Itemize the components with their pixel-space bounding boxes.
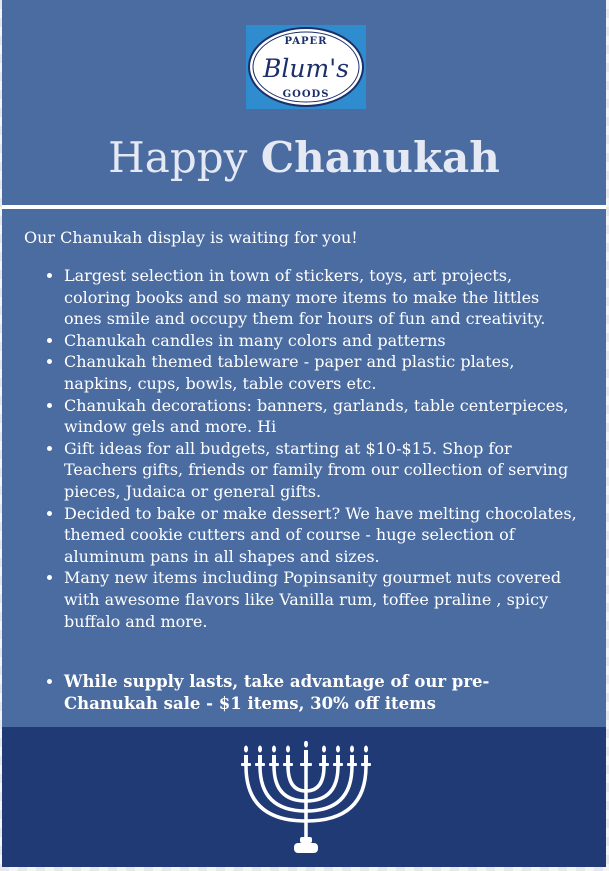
logo-bottom-text: GOODS [282, 89, 330, 100]
intro-text: Our Chanukah display is waiting for you! [24, 228, 358, 247]
list-item: • Chanukah candles in many colors and patterns [64, 330, 579, 352]
sale-list [24, 671, 579, 715]
list-item: • Chanukah themed tableware - paper and plastic plates, napkins, cups, bowls, table covers etc. [64, 351, 579, 394]
list-item: • Many new items including Popinsanity gourmet nuts covered with awesome flavors like Vanilla rum, toffee praline , spicy buffalo and more. [64, 567, 579, 632]
logo-top-text: PAPER [284, 36, 328, 47]
list-item: • Chanukah decorations: banners, garlands, table centerpieces, window gels and more. Hi [64, 395, 579, 438]
title-regular: Happy [108, 133, 248, 182]
footer-band [2, 727, 606, 867]
title-bold: Chanukah [260, 133, 500, 182]
header-banner [2, 0, 606, 205]
logo-graphic [246, 25, 366, 109]
page-title [2, 132, 606, 184]
logo-script-text: Blum's [263, 54, 349, 83]
feature-list [24, 265, 579, 632]
content-section [2, 209, 606, 727]
list-item: • Largest selection in town of stickers, toys, art projects, coloring books and so many more items to make the littles ones smile and occupy them for hours of fun and creativity. [64, 265, 579, 330]
list-item: • Gift ideas for all budgets, starting at $10-$15. Shop for Teachers gifts, friends or family from our collection of serving pieces, Judaica or general gifts. [64, 438, 579, 503]
sale-item: • While supply lasts, take advantage of our pre-Chanukah sale - $1 items, 30% off items [64, 671, 579, 715]
list-item: • Decided to bake or make dessert? We have melting chocolates, themed cookie cutters and of course - huge selection of aluminum pans in all shapes and sizes. [64, 503, 579, 568]
blums-paper-goods-logo [246, 25, 366, 109]
menorah-icon [238, 741, 374, 857]
